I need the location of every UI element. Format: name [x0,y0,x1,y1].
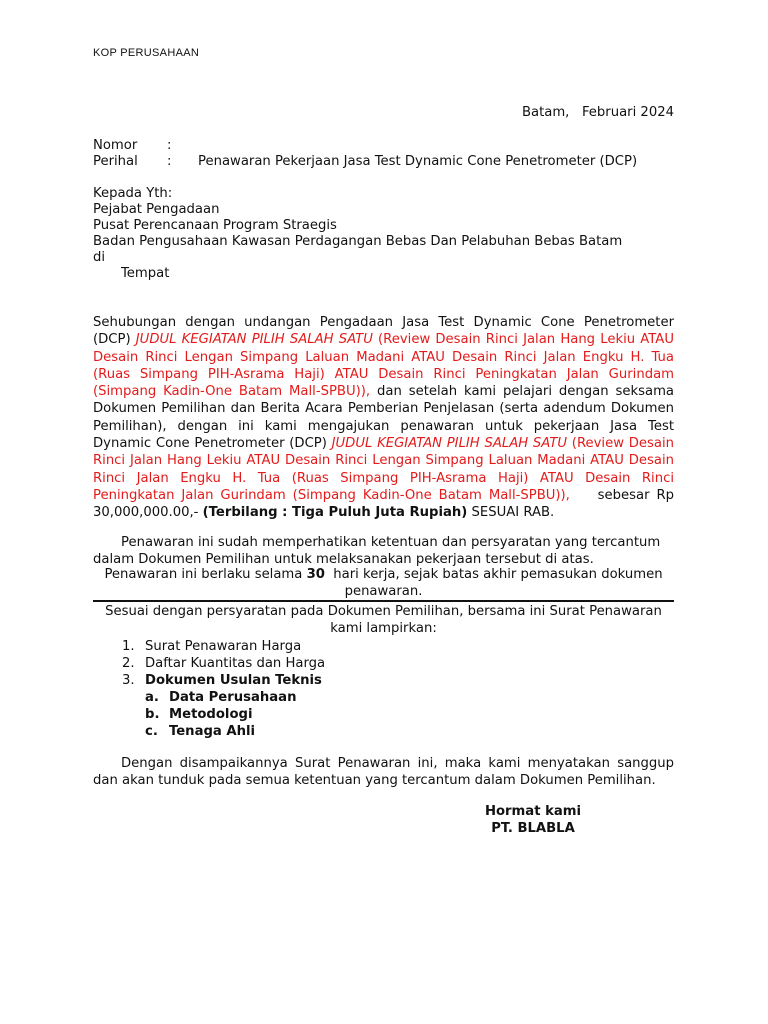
list-number: 1. [122,639,135,654]
attachment-list [122,638,325,740]
nomor-colon: : [167,138,172,153]
perihal-row [93,153,637,169]
nomor-row [93,137,637,153]
sub-list-item [145,723,325,740]
sub-list-label: Data Perusahaan [169,690,297,705]
recipient-block [93,185,622,281]
title-placeholder: JUDUL KEGIATAN PILIH SALAH SATU [331,436,568,452]
list-label: Dokumen Usulan Teknis [145,673,322,688]
list-label: Surat Penawaran Harga [145,639,302,654]
sub-list-item [145,689,325,706]
list-item [122,638,325,655]
sub-attachment-list [122,689,325,740]
sub-list-letter: c. [145,724,158,739]
recipient-line: di [93,250,106,265]
letter-meta [93,137,637,169]
amount-in-words: (Terbilang : Tiga Puluh Juta Rupiah) [202,505,468,521]
validity-text: Penawaran ini berlaku selama [104,567,307,582]
recipient-line: Tempat [121,266,170,281]
date-line: Batam, Februari 2024 [521,105,674,120]
title-placeholder: JUDUL KEGIATAN PILIH SALAH SATU [135,332,373,348]
recipient-line: Pejabat Pengadaan [93,202,220,217]
recipient-line: Pusat Perencanaan Program Straegis [93,218,337,233]
project-options: (Review Desain Rinci Jalan Hang Lekiu ATAU Desain Rinci Lengan Simpang Laluan Madani ATAU Desain Rinci Jalan Engku H. Tua (Ruas Simpang PIH-Asrama Haji) ATAU Desain Rinci Peningkatan Jalan Gurindam (Simpang Kadin-One Batam Mall-SPBU)), [93,332,674,400]
perihal-colon: : [167,154,172,169]
paragraph-text: dan setelah kami pelajari dengan seksama Dokumen Pemilihan dan Berita Acara Pemberian Penjelasan (serta adendum Dokumen Pemilihan), dengan ini kami mengajukan penawaran untuk pekerjaan Jasa Test Dynamic Cone Penetrometer (DCP) [93,384,674,452]
list-number: 3. [122,673,135,688]
requirements-paragraph [93,535,674,568]
company-name: PT. BLABLA [491,821,575,836]
closing-paragraph: Dengan disampaikannya Surat Penawaran ini, maka kami menyatakan sanggup dan akan tunduk pada semua ketentuan yang tercantum dalam Dokumen Pemilihan. [93,756,674,788]
validity-paragraph [93,567,674,600]
price-text: sebesar Rp 30,000,000.00,- [93,487,679,521]
letterhead: KOP PERUSAHAAN [93,47,200,59]
nomor-label: Nomor [93,138,138,153]
main-paragraph [93,314,679,522]
sub-list-letter: a. [145,690,159,705]
list-item [122,672,325,689]
list-item [122,655,325,672]
requirements-text: Penawaran ini sudah memperhatikan ketentuan dan persyaratan yang tercantum dalam Dokumen Pemilihan untuk melaksanakan pekerjaan tersebut di atas. [93,535,661,567]
signature-block [478,803,588,837]
paragraph-text: Sehubungan dengan undangan Pengadaan Jasa Test Dynamic Cone Penetrometer (DCP) [93,315,674,348]
sub-list-letter: b. [145,707,160,722]
sub-list-item [145,706,325,723]
project-options: (Review Desain Rinci Jalan Hang Lekiu ATAU Desain Rinci Lengan Simpang Laluan Madani ATAU Desain Rinci Jalan Engku H. Tua (Ruas Simpang PIH-Asrama Haji) ATAU Desain Rinci Peningkatan Jalan Gurindam (Simpang Kadin-One Batam Mall-SPBU)), [93,436,674,503]
paragraph-text: SESUAI RAB. [467,505,555,521]
section-divider [93,600,674,602]
list-number: 2. [122,656,135,671]
regards-text: Hormat kami [484,804,582,819]
perihal-value: Penawaran Pekerjaan Jasa Test Dynamic Cone Penetrometer (DCP) [198,154,638,169]
validity-days: 30 [306,567,325,582]
validity-text: hari kerja, sejak batas akhir pemasukan dokumen penawaran. [324,567,667,599]
sub-list-label: Metodologi [169,707,253,722]
sub-list-label: Tenaga Ahli [169,724,256,739]
perihal-label: Perihal [93,154,138,169]
attachment-intro: Sesuai dengan persyaratan pada Dokumen Pemilihan, bersama ini Surat Penawaran kami lampirkan: [105,604,662,636]
list-label: Daftar Kuantitas dan Harga [145,656,326,671]
recipient-greeting: Kepada Yth: [93,186,173,201]
recipient-line: Badan Pengusahaan Kawasan Perdagangan Bebas Dan Pelabuhan Bebas Batam [93,234,623,249]
